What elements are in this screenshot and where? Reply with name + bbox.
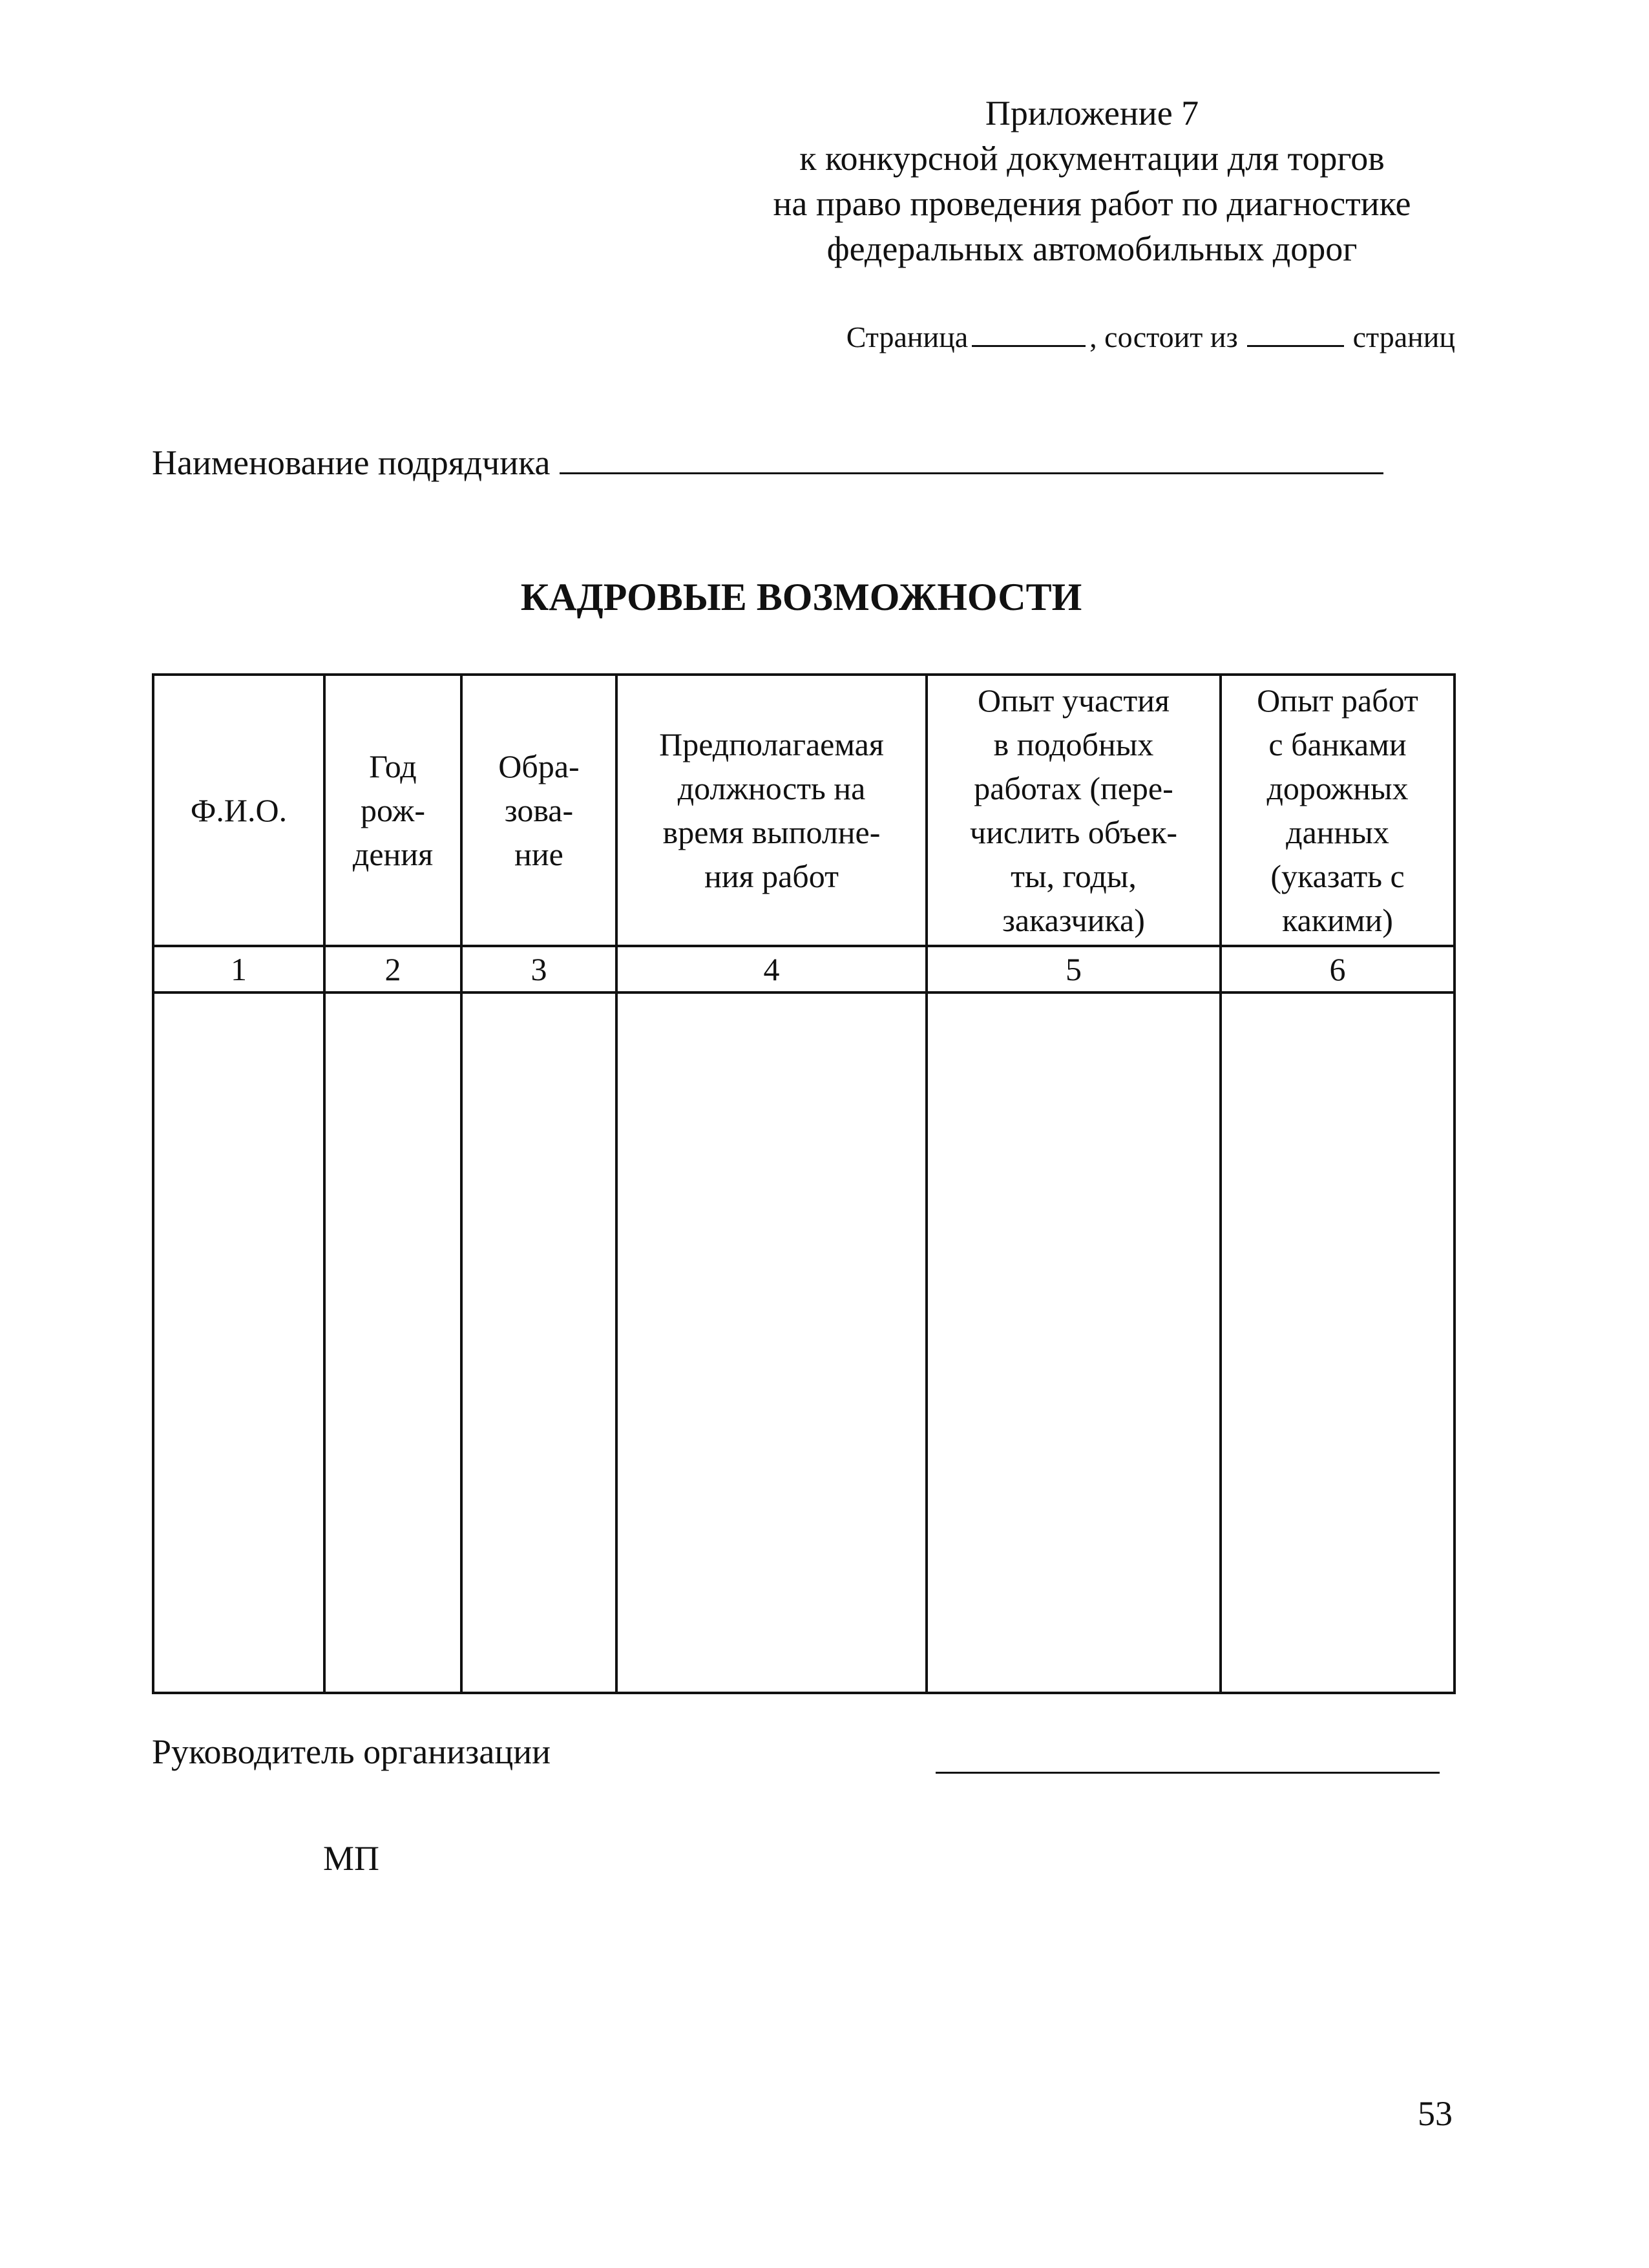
header-text xyxy=(463,742,615,879)
header-line: зова- xyxy=(504,792,574,828)
contractor-line xyxy=(152,443,1383,483)
table-body-row xyxy=(153,992,1455,1693)
appendix-line: к конкурсной документации для торгов xyxy=(799,139,1385,178)
header-line: время выполне- xyxy=(662,814,881,850)
header-text xyxy=(618,720,925,901)
header-line: работах (пере- xyxy=(974,770,1173,806)
header-text xyxy=(326,742,460,879)
empty-cell xyxy=(1221,992,1455,1693)
header-line: в подобных xyxy=(993,726,1154,762)
table-number-row xyxy=(153,946,1455,992)
header-line: числить объек- xyxy=(969,814,1178,850)
contractor-label: Наименование подрядчика xyxy=(152,443,551,482)
page-number-blank xyxy=(972,322,1086,347)
header-line: дорожных xyxy=(1266,770,1409,806)
header-line: данных xyxy=(1286,814,1389,850)
header-line: Предполагаемая xyxy=(659,726,884,762)
header-text xyxy=(1222,676,1453,945)
header-line: рож- xyxy=(361,792,425,828)
column-number: 3 xyxy=(461,946,616,992)
header-cell-position xyxy=(616,675,927,946)
empty-cell xyxy=(461,992,616,1693)
empty-cell xyxy=(153,992,324,1693)
header-line: Опыт участия xyxy=(978,682,1170,719)
header-line: заказчика) xyxy=(1002,902,1145,938)
table-header-row xyxy=(153,675,1455,946)
consists-label: , состоит из xyxy=(1089,320,1238,353)
signature-blank xyxy=(936,1772,1440,1774)
page-number: 53 xyxy=(1418,2094,1453,2133)
stamp-label: МП xyxy=(323,1839,380,1878)
page-count-line xyxy=(846,320,1455,354)
empty-cell xyxy=(927,992,1221,1693)
staff-table xyxy=(152,673,1456,1694)
header-line: ты, годы, xyxy=(1011,858,1137,894)
header-line: какими) xyxy=(1282,902,1393,938)
header-cell-fio xyxy=(153,675,324,946)
appendix-header xyxy=(711,90,1473,271)
header-text xyxy=(154,786,323,835)
header-line: ния работ xyxy=(704,858,839,894)
header-line: ние xyxy=(514,836,563,872)
total-pages-blank xyxy=(1247,322,1344,347)
header-line: Обра- xyxy=(498,748,580,784)
contractor-blank xyxy=(560,443,1383,474)
header-line: Год xyxy=(369,748,417,784)
appendix-line: на право проведения работ по диагностике xyxy=(773,184,1411,223)
column-number: 2 xyxy=(324,946,461,992)
appendix-line: федеральных автомобильных дорог xyxy=(826,229,1358,268)
header-line: Ф.И.О. xyxy=(190,792,288,828)
header-line: дения xyxy=(352,836,434,872)
document-title: КАДРОВЫЕ ВОЗМОЖНОСТИ xyxy=(520,576,1082,618)
column-number: 6 xyxy=(1221,946,1455,992)
organization-head-label: Руководитель организации xyxy=(152,1732,551,1771)
header-text xyxy=(928,676,1219,945)
pages-label: страниц xyxy=(1352,320,1455,353)
header-cell-education xyxy=(461,675,616,946)
header-line: должность на xyxy=(677,770,866,806)
header-cell-birth-year xyxy=(324,675,461,946)
header-line: с банками xyxy=(1268,726,1407,762)
header-line: Опыт работ xyxy=(1257,682,1418,719)
empty-cell xyxy=(616,992,927,1693)
header-cell-databanks xyxy=(1221,675,1455,946)
empty-cell xyxy=(324,992,461,1693)
appendix-line: Приложение 7 xyxy=(985,94,1199,132)
header-line: (указать с xyxy=(1270,858,1405,894)
column-number: 1 xyxy=(153,946,324,992)
header-cell-experience xyxy=(927,675,1221,946)
column-number: 5 xyxy=(927,946,1221,992)
column-number: 4 xyxy=(616,946,927,992)
page-label: Страница xyxy=(846,320,969,353)
